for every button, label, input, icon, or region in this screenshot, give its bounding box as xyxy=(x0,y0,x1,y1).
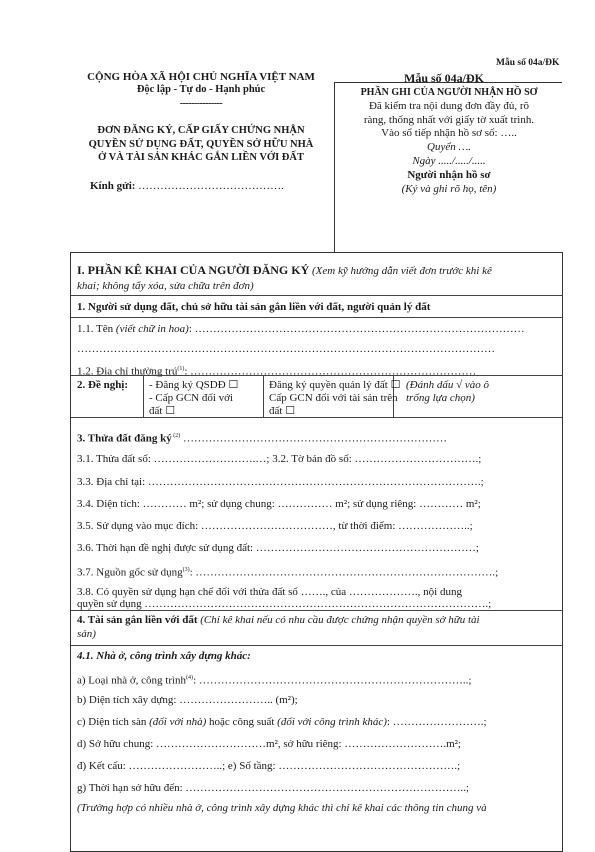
multiple-buildings-note: (Trường hợp có nhiều nhà ở, công trình xây dựng khác thì chỉ kê khai các thông tin chung và xyxy=(77,802,487,814)
item-3-heading xyxy=(77,430,447,446)
purpose-field[interactable]: 3.5. Sử dụng vào mục đích: ………………………………, từ thời điểm: ………………..; xyxy=(77,520,473,532)
origin-input[interactable]: : ……………………………………………………………………….; xyxy=(189,566,499,579)
receiver-book: Quyển …. xyxy=(427,141,471,153)
floor-area-hint: (đối với nhà) xyxy=(149,716,207,728)
option-issue-certificate-asset[interactable]: Cấp GCN đối với tài sản trên xyxy=(269,392,398,404)
motto-divider: --------------- xyxy=(179,98,223,109)
document-title xyxy=(70,124,332,165)
document-title-line-3: Ở VÀ TÀI SẢN KHÁC GẮN LIỀN VỚI ĐẤT xyxy=(98,152,304,163)
column-divider xyxy=(143,375,144,417)
item-3-title: 3. Thửa đất đăng ký xyxy=(77,432,172,445)
section-1-heading xyxy=(77,263,557,294)
option-issue-certificate-land-2[interactable]: đất ☐ xyxy=(149,405,176,417)
name-label: 1.1. Tên xyxy=(77,323,116,335)
receiver-check-line-2: ràng, thống nhất với giấy tờ xuất trình. xyxy=(363,114,535,126)
row-divider xyxy=(71,417,562,418)
nation-title: CỘNG HÒA XÃ HỘI CHỦ NGHĨA VIỆT NAM xyxy=(87,71,315,83)
recipient-label: Kính gửi: xyxy=(90,180,136,192)
address-label: 1.2. Địa chỉ thường trú xyxy=(77,365,178,378)
capacity-hint: (đối với công trình khác) xyxy=(277,716,387,728)
receiver-date: Ngày ...../...../..... xyxy=(412,155,486,167)
restricted-use-content[interactable]: quyền sử dụng ………………………………………………………………………………….; xyxy=(77,598,492,610)
floor-area-input[interactable]: : …………………….; xyxy=(386,716,487,728)
item-4-note-2: sản) xyxy=(77,628,96,640)
restricted-use-field[interactable]: 3.8. Có quyền sử dụng hạn chế đối với thửa đất số ……., của ………………., nội dung xyxy=(77,586,462,598)
receiver-box xyxy=(334,82,562,252)
option-register-land-use[interactable]: - Đăng ký QSDĐ ☐ xyxy=(149,379,239,391)
column-divider xyxy=(263,375,264,417)
area-field[interactable]: 3.4. Diện tích: ………… m²; sử dụng chung: …………… m²; sử dụng riêng: ………… m²; xyxy=(77,498,481,510)
origin-label: 3.7. Nguồn gốc sử dụng xyxy=(77,566,183,579)
ownership-term-field[interactable]: g) Thời hạn sở hữu đến: …………………………………………………………………..; xyxy=(77,782,469,794)
address-field[interactable] xyxy=(77,363,476,379)
row-divider xyxy=(71,645,562,646)
duration-field[interactable]: 3.6. Thời hạn đề nghị được sử dụng đất: ……………………………………………………; xyxy=(77,542,479,554)
motto: Độc lập - Tự do - Hạnh phúc xyxy=(136,84,266,95)
capacity-label: hoặc công suất xyxy=(206,716,278,728)
receiver-check-line-1: Đã kiểm tra nội dung đơn đầy đủ, rõ xyxy=(368,100,530,112)
subsection-4-1-title: 4.1. Nhà ở, công trình xây dựng khác: xyxy=(77,650,251,662)
form-code-box: Mẫu số 04a/ĐK xyxy=(404,71,485,85)
row-divider xyxy=(71,295,562,296)
receiver-box-title: PHẦN GHI CỦA NGƯỜI NHẬN HỒ SƠ xyxy=(360,87,538,98)
address-footnote: (1) xyxy=(177,366,185,372)
option-issue-certificate-asset-2[interactable]: đất ☐ xyxy=(269,405,296,417)
name-continuation[interactable]: …………………………………………………………………………………………………… xyxy=(77,343,495,355)
parcel-address-field[interactable]: 3.3. Địa chỉ tại: ……………………………………………………………………………….; xyxy=(77,476,484,488)
structure-field[interactable]: đ) Kết cấu: ……………………..; e) Số tầng: ………………………………………….; xyxy=(77,760,461,772)
row-divider xyxy=(71,317,562,318)
receiver-register-number: Vào sổ tiếp nhận hồ sơ số: ….. xyxy=(381,127,517,139)
origin-field[interactable] xyxy=(77,564,498,580)
row-divider xyxy=(71,610,562,611)
building-type-footnote: (4) xyxy=(186,675,194,681)
section-1-title: I. PHẦN KÊ KHAI CỦA NGƯỜI ĐĂNG KÝ xyxy=(77,263,310,277)
item-1-title: 1. Người sử dụng đất, chủ sở hữu tài sản gắn liền với đất, người quản lý đất xyxy=(77,301,431,313)
recipient-field[interactable]: …………………………………. xyxy=(135,180,284,192)
building-type-label: a) Loại nhà ở, công trình xyxy=(77,674,187,687)
ownership-field[interactable]: d) Sở hữu chung: …………………………m², sở hữu riêng: ……………………….m²; xyxy=(77,738,461,750)
floor-area-field[interactable] xyxy=(77,716,487,729)
parcel-number-field[interactable]: 3.1. Thửa đất số: ……………………….…; 3.2. Tờ bản đồ số: …………………………….; xyxy=(77,453,482,465)
name-hint: (viết chữ in hoa) xyxy=(115,323,189,335)
recipient-line[interactable] xyxy=(90,180,284,192)
receiver-person: Người nhận hồ sơ xyxy=(407,169,491,181)
option-register-management[interactable]: Đăng ký quyền quản lý đất ☐ xyxy=(269,379,401,391)
receiver-box-check-text xyxy=(335,99,563,127)
checkbox-note: (Đánh dấu √ vào ô xyxy=(406,379,490,391)
item-4-title: 4. Tài sản gắn liền với đất xyxy=(77,614,198,626)
building-type-field[interactable] xyxy=(77,672,471,688)
row-divider xyxy=(71,375,562,376)
floor-area-label: c) Diện tích sàn xyxy=(77,716,150,728)
item-3-footnote: (2) xyxy=(171,433,181,439)
name-field[interactable] xyxy=(77,323,525,336)
origin-footnote: (3) xyxy=(182,567,190,573)
option-issue-certificate-land[interactable]: - Cấp GCN đối với xyxy=(149,392,234,404)
section-1-note-2: khai; không tẩy xóa, sửa chữa trên đơn) xyxy=(77,280,254,292)
item-4-note: (Chỉ kê khai nếu có nhu cầu được chứng nhận quyền sở hữu tài xyxy=(197,614,480,626)
item-2-label: 2. Đề nghị: xyxy=(77,379,129,391)
name-input[interactable]: : ……………………………………………………………………………… xyxy=(188,323,525,335)
form-code-top: Mẫu số 04a/ĐK xyxy=(496,58,560,68)
document-title-line-2: QUYỀN SỬ DỤNG ĐẤT, QUYỀN SỞ HỮU NHÀ xyxy=(88,138,314,150)
receiver-signature-hint: (Ký và ghi rõ họ, tên) xyxy=(401,183,497,195)
declaration-table xyxy=(70,252,563,852)
item-4-heading xyxy=(77,613,557,641)
building-type-input[interactable]: : ………………………………………………………………..; xyxy=(193,674,472,687)
address-input[interactable]: : …………………………………………………………………… xyxy=(184,365,477,378)
construction-area-field[interactable]: b) Diện tích xây dựng: …………………….. (m²); xyxy=(77,694,298,706)
section-1-note: (Xem kỹ hướng dẫn viết đơn trước khi kê xyxy=(309,265,492,277)
item-3-dots: ……………………………………………………………… xyxy=(180,432,447,445)
checkbox-note-2: trống lựa chọn) xyxy=(406,392,475,404)
document-title-line-1: ĐƠN ĐĂNG KÝ, CẤP GIẤY CHỨNG NHẬN xyxy=(97,125,305,136)
